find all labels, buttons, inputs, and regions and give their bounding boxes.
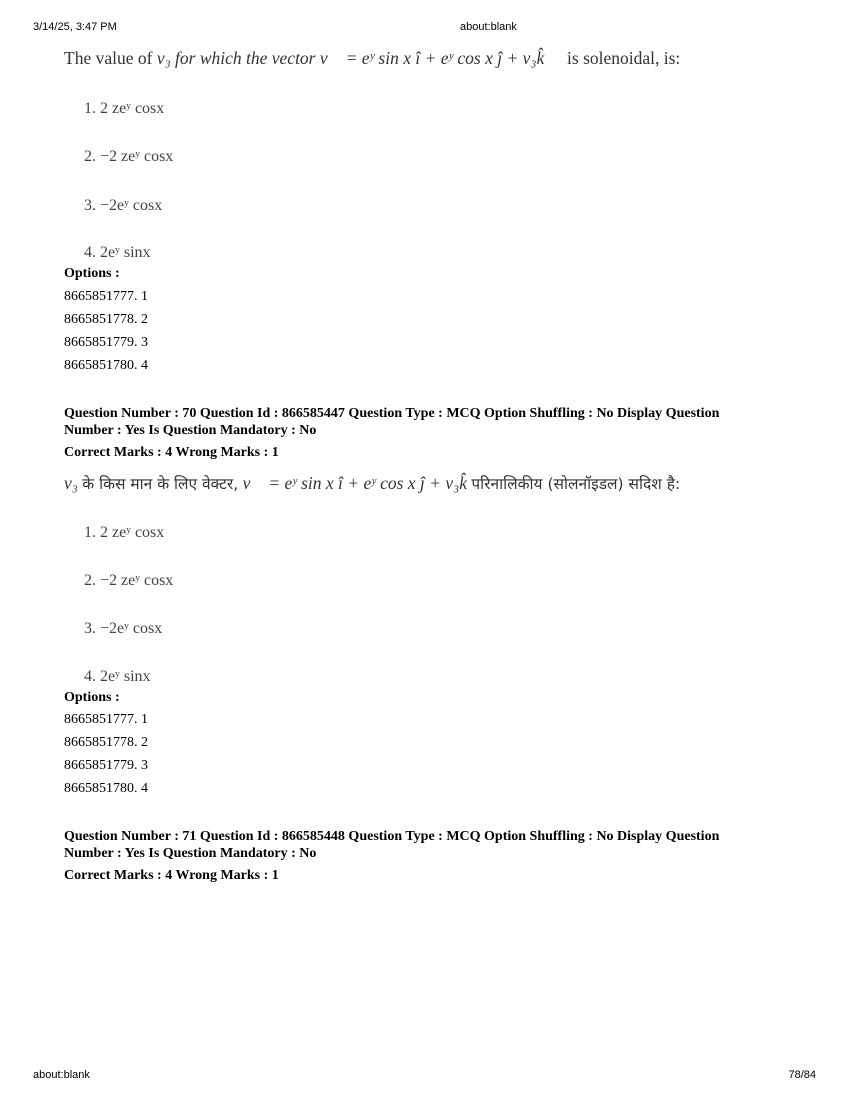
question-70-statement [64,472,680,494]
question-70-choice-2: 2. −2 zeʸ cosx [84,572,174,589]
statement-end: is solenoidal, is: [567,48,681,68]
question-69-choice-4: 4. 2eʸ sinx [84,244,151,261]
question-70-options-label: Options : [64,690,120,705]
hindi-statement-start: के किस मान के लिए वेक्टर, [82,475,239,493]
question-69-statement [64,48,680,69]
question-71-meta [64,828,794,862]
question-70-option-1: 8665851777. 1 [64,712,148,727]
print-datetime: 3/14/25, 3:47 PM [33,21,117,33]
question-70-marks: Correct Marks : 4 Wrong Marks : 1 [64,445,279,460]
question-69-option-4: 8665851780. 4 [64,358,148,373]
question-69-choice-3: 3. −2eʸ cosx [84,197,163,214]
question-69-option-2: 8665851778. 2 [64,312,148,327]
question-71-meta-line-1: Question Number : 71 Question Id : 866585448 Question Type : MCQ Option Shuffling : No Display Question [64,829,720,844]
statement-start: The value of [64,48,153,68]
question-70-meta [64,405,794,439]
print-page-number: 78/84 [788,1069,816,1081]
question-70-option-2: 8665851778. 2 [64,735,148,750]
question-70-meta-line-2: Number : Yes Is Question Mandatory : No [64,423,317,438]
hindi-statement-end: परिनालिकीय (सोलनॉइडल) सदिश है: [471,475,681,493]
question-69-choice-2: 2. −2 zeʸ cosx [84,148,174,165]
v3-symbol: v₃ [64,473,78,493]
question-69-choice-1: 1. 2 zeʸ cosx [84,100,165,117]
question-70-option-3: 8665851779. 3 [64,758,148,773]
print-footer-url: about:blank [33,1069,90,1081]
question-70-choice-1: 1. 2 zeʸ cosx [84,524,165,541]
vector-expression: v₃ for which the vector v⃗ = eʸ sin x î + eʸ cos x ĵ + v₃k̂ [156,48,545,68]
question-70-meta-line-1: Question Number : 70 Question Id : 866585447 Question Type : MCQ Option Shuffling : No Display Question [64,406,720,421]
question-70-choice-3: 3. −2eʸ cosx [84,620,163,637]
vector-expression: v⃗ = eʸ sin x î + eʸ cos x ĵ + v₃k̂ [242,473,467,493]
question-69-options-label: Options : [64,266,120,281]
question-69-option-1: 8665851777. 1 [64,289,148,304]
question-70-option-4: 8665851780. 4 [64,781,148,796]
question-71-meta-line-2: Number : Yes Is Question Mandatory : No [64,846,317,861]
question-71-marks: Correct Marks : 4 Wrong Marks : 1 [64,868,279,883]
question-69-option-3: 8665851779. 3 [64,335,148,350]
question-70-choice-4: 4. 2eʸ sinx [84,668,151,685]
print-page-url: about:blank [460,21,517,33]
